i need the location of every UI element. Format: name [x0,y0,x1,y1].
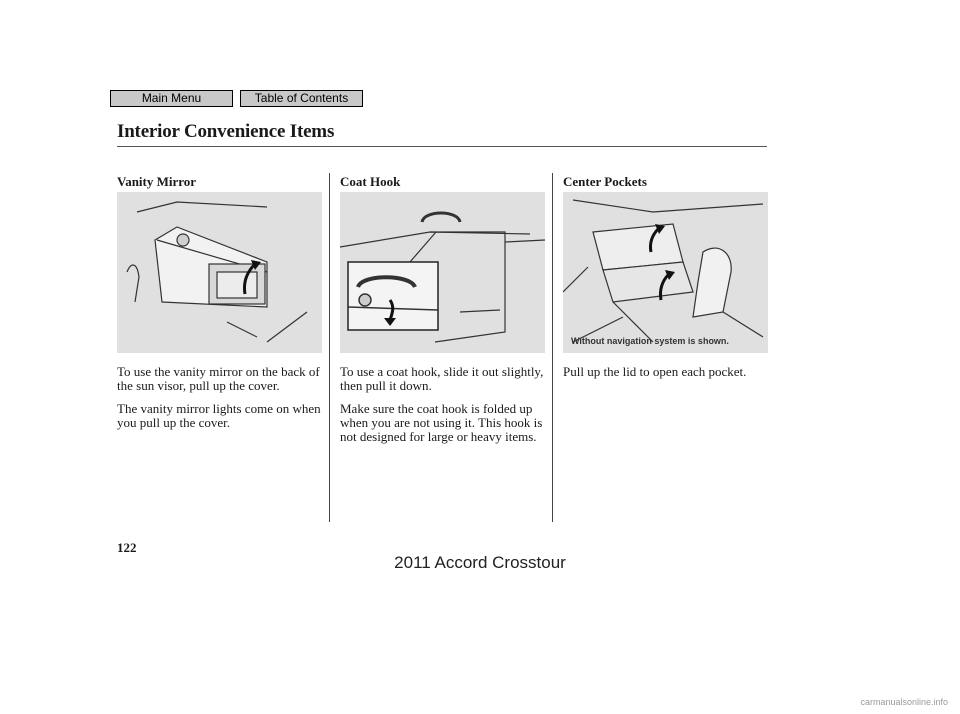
center-pockets-heading: Center Pockets [563,174,647,189]
title-divider [117,146,767,147]
page-number: 122 [117,540,137,555]
coat-hook-heading: Coat Hook [340,174,401,189]
coat-hook-illustration [340,192,545,353]
vanity-mirror-paragraph: To use the vanity mirror on the back of the sun visor, pull up the cover. [117,364,320,393]
vanity-mirror-illustration [117,192,322,353]
column-divider [552,173,553,522]
footer-title: 2011 Accord Crosstour [394,553,566,572]
coat-hook-paragraph: Make sure the coat hook is folded up when you are not using it. This hook is not designed for large or heavy items. [340,401,543,444]
watermark: carmanualsonline.info [860,697,948,707]
center-pockets-paragraph: Pull up the lid to open each pocket. [563,364,747,379]
vanity-mirror-heading: Vanity Mirror [117,174,197,189]
table-of-contents-button[interactable]: Table of Contents [240,90,363,107]
section-title: Interior Convenience Items [117,121,335,142]
main-menu-button[interactable]: Main Menu [110,90,233,107]
figure-caption: Without navigation system is shown. [571,336,729,346]
vanity-mirror-paragraph: The vanity mirror lights come on when you pull up the cover. [117,401,321,430]
coat-hook-paragraph: To use a coat hook, slide it out slightly, then pull it down. [340,364,544,393]
column-divider [329,173,330,522]
center-pockets-illustration [563,192,768,353]
